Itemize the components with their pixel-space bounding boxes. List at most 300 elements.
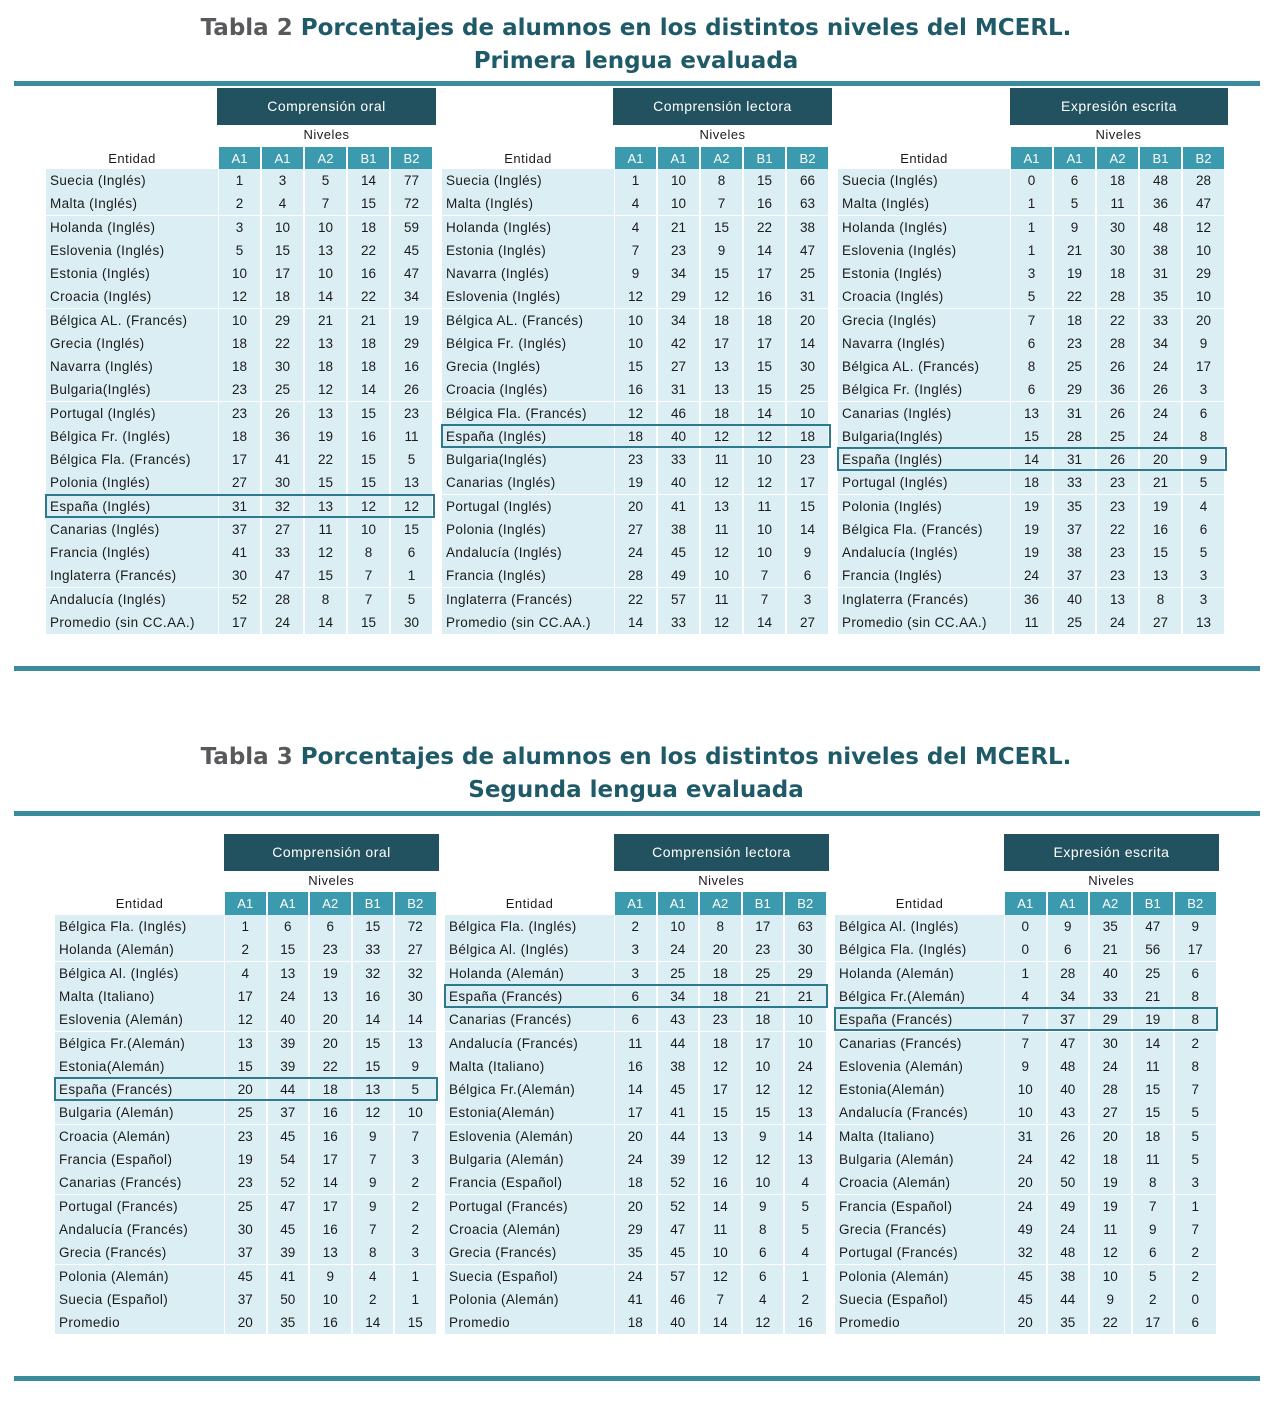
value-cell: 18 — [1133, 1125, 1174, 1148]
value-cell: 7 — [353, 1148, 394, 1171]
expresion-escrita-header: Expresión escrita — [1004, 834, 1219, 871]
value-cell: 72 — [395, 915, 436, 938]
value-cell: 2 — [395, 1218, 436, 1241]
value-cell: 38 — [1140, 239, 1181, 262]
value-cell: 15 — [1133, 1101, 1174, 1124]
entidad-cell: Polonia (Inglés) — [838, 495, 1010, 518]
value-cell: 14 — [615, 611, 656, 634]
value-cell: 50 — [1048, 1171, 1089, 1194]
value-cell: 28 — [1097, 332, 1138, 355]
value-cell: 44 — [658, 1125, 699, 1148]
value-cell: 16 — [310, 1125, 351, 1148]
value-cell: 23 — [1097, 564, 1138, 587]
value-cell: 1 — [1005, 962, 1046, 985]
value-cell: 20 — [225, 1311, 266, 1334]
comprension-lectora-level-a1: A1 — [615, 892, 656, 915]
value-cell: 15 — [1011, 425, 1052, 448]
entidad-cell: Inglaterra (Francés) — [442, 588, 614, 611]
entidad-cell: Bélgica Fla. (Inglés) — [835, 938, 1004, 961]
value-cell: 14 — [787, 332, 828, 355]
value-cell: 22 — [348, 239, 389, 262]
value-cell: 16 — [353, 985, 394, 1008]
value-cell: 4 — [1005, 985, 1046, 1008]
value-cell: 36 — [1140, 192, 1181, 215]
entidad-cell: Navarra (Inglés) — [442, 262, 614, 285]
value-cell: 10 — [744, 448, 785, 471]
value-cell: 24 — [615, 541, 656, 564]
comprension-oral-level-b2: B2 — [391, 147, 432, 170]
value-cell: 10 — [701, 564, 742, 587]
entidad-cell: Canarias (Inglés) — [838, 402, 1010, 425]
value-cell: 22 — [305, 448, 346, 471]
value-cell: 45 — [391, 239, 432, 262]
value-cell: 12 — [305, 378, 346, 401]
value-cell: 7 — [305, 192, 346, 215]
value-cell: 11 — [305, 518, 346, 541]
value-cell: 3 — [395, 1241, 436, 1264]
value-cell: 10 — [305, 216, 346, 239]
value-cell: 15 — [744, 378, 785, 401]
value-cell: 44 — [1048, 1288, 1089, 1311]
value-cell: 10 — [1183, 239, 1224, 262]
value-cell: 48 — [1048, 1241, 1089, 1264]
expresion-escrita-level-b2: B2 — [1183, 147, 1224, 170]
value-cell: 41 — [219, 541, 260, 564]
entidad-cell: Holanda (Inglés) — [46, 216, 218, 239]
value-cell: 8 — [1133, 1171, 1174, 1194]
value-cell: 17 — [225, 985, 266, 1008]
value-cell: 8 — [305, 588, 346, 611]
value-cell: 16 — [744, 192, 785, 215]
entidad-cell: Francia (Español) — [835, 1195, 1004, 1218]
value-cell: 15 — [225, 1055, 266, 1078]
value-cell: 63 — [785, 915, 826, 938]
value-cell: 40 — [658, 471, 699, 494]
value-cell: 24 — [1011, 564, 1052, 587]
value-cell: 25 — [787, 262, 828, 285]
entidad-cell: Bélgica Fr. (Inglés) — [838, 378, 1010, 401]
entidad-cell: Croacia (Alemán) — [835, 1171, 1004, 1194]
value-cell: 10 — [700, 1241, 741, 1264]
entidad-cell: España (Inglés) — [442, 425, 614, 448]
value-cell: 1 — [785, 1265, 826, 1288]
entidad-cell: Polonia (Inglés) — [46, 471, 218, 494]
value-cell: 15 — [615, 355, 656, 378]
value-cell: 39 — [268, 1055, 309, 1078]
entidad-cell: Promedio (sin CC.AA.) — [442, 611, 614, 634]
value-cell: 3 — [219, 216, 260, 239]
value-cell: 54 — [268, 1148, 309, 1171]
value-cell: 25 — [1054, 355, 1095, 378]
value-cell: 14 — [615, 1078, 656, 1101]
value-cell: 6 — [1175, 1311, 1216, 1334]
value-cell: 7 — [1005, 1008, 1046, 1031]
entidad-cell: Eslovenia (Alemán) — [55, 1008, 224, 1031]
value-cell: 11 — [700, 1218, 741, 1241]
value-cell: 3 — [1175, 1171, 1216, 1194]
value-cell: 30 — [1097, 239, 1138, 262]
value-cell: 35 — [1140, 285, 1181, 308]
value-cell: 25 — [743, 962, 784, 985]
expresion-escrita-level-a2: A2 — [1090, 892, 1131, 915]
comprension-oral-niveles-label: Niveles — [303, 127, 350, 142]
value-cell: 4 — [615, 192, 656, 215]
value-cell: 10 — [658, 192, 699, 215]
value-cell: 31 — [1054, 448, 1095, 471]
value-cell: 30 — [787, 355, 828, 378]
value-cell: 15 — [305, 471, 346, 494]
value-cell: 17 — [743, 1032, 784, 1055]
value-cell: 13 — [305, 495, 346, 518]
value-cell: 6 — [615, 1008, 656, 1031]
value-cell: 45 — [1005, 1288, 1046, 1311]
value-cell: 30 — [262, 355, 303, 378]
value-cell: 15 — [348, 192, 389, 215]
value-cell: 57 — [658, 588, 699, 611]
value-cell: 19 — [1133, 1008, 1174, 1031]
value-cell: 7 — [701, 192, 742, 215]
value-cell: 2 — [1175, 1265, 1216, 1288]
value-cell: 8 — [1011, 355, 1052, 378]
value-cell: 30 — [225, 1218, 266, 1241]
value-cell: 10 — [785, 1032, 826, 1055]
value-cell: 19 — [1011, 541, 1052, 564]
value-cell: 25 — [262, 378, 303, 401]
value-cell: 57 — [658, 1265, 699, 1288]
entidad-cell: Bélgica Fr.(Alemán) — [835, 985, 1004, 1008]
entidad-cell: Andalucía (Inglés) — [46, 588, 218, 611]
value-cell: 21 — [348, 309, 389, 332]
value-cell: 11 — [1133, 1148, 1174, 1171]
value-cell: 37 — [219, 518, 260, 541]
entidad-cell: Promedio (sin CC.AA.) — [838, 611, 1010, 634]
comprension-oral-level-b1: B1 — [353, 892, 394, 915]
value-cell: 7 — [744, 588, 785, 611]
value-cell: 10 — [658, 169, 699, 192]
value-cell: 41 — [262, 448, 303, 471]
value-cell: 10 — [310, 1288, 351, 1311]
value-cell: 15 — [268, 938, 309, 961]
value-cell: 2 — [615, 915, 656, 938]
entidad-cell: Navarra (Inglés) — [838, 332, 1010, 355]
value-cell: 33 — [658, 611, 699, 634]
comprension-lectora-level-a2: A2 — [700, 892, 741, 915]
entidad-cell: Bélgica Fr. (Inglés) — [442, 332, 614, 355]
value-cell: 24 — [785, 1055, 826, 1078]
value-cell: 28 — [1048, 962, 1089, 985]
value-cell: 28 — [262, 588, 303, 611]
entidad-cell: Canarias (Francés) — [445, 1008, 614, 1031]
value-cell: 12 — [701, 541, 742, 564]
value-cell: 21 — [305, 309, 346, 332]
value-cell: 28 — [1097, 285, 1138, 308]
value-cell: 5 — [785, 1218, 826, 1241]
value-cell: 59 — [391, 216, 432, 239]
expresion-escrita-level-a1: A1 — [1011, 147, 1052, 170]
value-cell: 14 — [700, 1311, 741, 1334]
value-cell: 12 — [744, 425, 785, 448]
value-cell: 13 — [700, 1125, 741, 1148]
value-cell: 28 — [1183, 169, 1224, 192]
value-cell: 31 — [1005, 1125, 1046, 1148]
value-cell: 8 — [353, 1241, 394, 1264]
value-cell: 27 — [658, 355, 699, 378]
value-cell: 8 — [348, 541, 389, 564]
value-cell: 19 — [1011, 518, 1052, 541]
value-cell: 23 — [225, 1125, 266, 1148]
value-cell: 10 — [395, 1101, 436, 1124]
value-cell: 0 — [1005, 915, 1046, 938]
value-cell: 17 — [787, 471, 828, 494]
entidad-cell: Estonia(Alemán) — [445, 1101, 614, 1124]
value-cell: 5 — [1175, 1148, 1216, 1171]
value-cell: 8 — [1175, 985, 1216, 1008]
value-cell: 18 — [787, 425, 828, 448]
value-cell: 13 — [395, 1032, 436, 1055]
value-cell: 14 — [1011, 448, 1052, 471]
value-cell: 9 — [743, 1195, 784, 1218]
value-cell: 27 — [1140, 611, 1181, 634]
entidad-cell: Portugal (Inglés) — [442, 495, 614, 518]
entidad-cell: Bulgaria (Alemán) — [445, 1148, 614, 1171]
value-cell: 9 — [353, 1195, 394, 1218]
value-cell: 7 — [395, 1125, 436, 1148]
value-cell: 5 — [1183, 541, 1224, 564]
value-cell: 16 — [1140, 518, 1181, 541]
value-cell: 38 — [658, 1055, 699, 1078]
value-cell: 52 — [658, 1171, 699, 1194]
value-cell: 10 — [1005, 1101, 1046, 1124]
value-cell: 12 — [744, 471, 785, 494]
value-cell: 13 — [785, 1148, 826, 1171]
value-cell: 12 — [701, 471, 742, 494]
value-cell: 26 — [391, 378, 432, 401]
value-cell: 16 — [310, 1101, 351, 1124]
value-cell: 8 — [1175, 1008, 1216, 1031]
value-cell: 23 — [700, 1008, 741, 1031]
value-cell: 36 — [262, 425, 303, 448]
value-cell: 14 — [305, 285, 346, 308]
value-cell: 49 — [1005, 1218, 1046, 1241]
value-cell: 19 — [1090, 1171, 1131, 1194]
value-cell: 20 — [615, 1125, 656, 1148]
value-cell: 18 — [1097, 262, 1138, 285]
value-cell: 11 — [615, 1032, 656, 1055]
entidad-cell: Malta (Italiano) — [55, 985, 224, 1008]
value-cell: 23 — [1097, 495, 1138, 518]
value-cell: 28 — [1090, 1078, 1131, 1101]
entidad-cell: Bélgica Fla. (Inglés) — [55, 915, 224, 938]
value-cell: 2 — [225, 938, 266, 961]
entidad-cell: Holanda (Alemán) — [835, 962, 1004, 985]
value-cell: 41 — [658, 495, 699, 518]
value-cell: 32 — [262, 495, 303, 518]
expresion-escrita-niveles-label: Niveles — [1095, 127, 1142, 142]
value-cell: 15 — [262, 239, 303, 262]
value-cell: 3 — [1183, 564, 1224, 587]
value-cell: 40 — [1090, 962, 1131, 985]
value-cell: 15 — [744, 355, 785, 378]
value-cell: 35 — [1090, 915, 1131, 938]
value-cell: 2 — [1175, 1032, 1216, 1055]
value-cell: 14 — [353, 1008, 394, 1031]
value-cell: 17 — [219, 611, 260, 634]
value-cell: 12 — [615, 402, 656, 425]
value-cell: 31 — [219, 495, 260, 518]
value-cell: 11 — [1097, 192, 1138, 215]
value-cell: 24 — [1005, 1195, 1046, 1218]
entidad-cell: Suecia (Inglés) — [838, 169, 1010, 192]
comprension-lectora-level-a2: A2 — [701, 147, 742, 170]
value-cell: 14 — [700, 1195, 741, 1218]
entidad-cell: Estonia (Inglés) — [46, 262, 218, 285]
value-cell: 20 — [310, 1008, 351, 1031]
value-cell: 14 — [348, 378, 389, 401]
value-cell: 24 — [1005, 1148, 1046, 1171]
value-cell: 21 — [1140, 471, 1181, 494]
value-cell: 33 — [1090, 985, 1131, 1008]
entidad-cell: Malta (Italiano) — [445, 1055, 614, 1078]
value-cell: 1 — [219, 169, 260, 192]
value-cell: 52 — [658, 1195, 699, 1218]
value-cell: 19 — [225, 1148, 266, 1171]
value-cell: 22 — [615, 588, 656, 611]
value-cell: 0 — [1175, 1288, 1216, 1311]
value-cell: 13 — [701, 378, 742, 401]
value-cell: 12 — [615, 285, 656, 308]
value-cell: 15 — [348, 471, 389, 494]
value-cell: 27 — [395, 938, 436, 961]
value-cell: 24 — [615, 1265, 656, 1288]
value-cell: 23 — [219, 378, 260, 401]
entidad-cell: Suecia (Español) — [835, 1288, 1004, 1311]
value-cell: 7 — [1011, 309, 1052, 332]
value-cell: 23 — [615, 448, 656, 471]
value-cell: 50 — [268, 1288, 309, 1311]
value-cell: 43 — [658, 1008, 699, 1031]
value-cell: 72 — [391, 192, 432, 215]
value-cell: 16 — [615, 1055, 656, 1078]
value-cell: 8 — [1140, 588, 1181, 611]
comprension-lectora-level-a1: A1 — [658, 147, 699, 170]
value-cell: 13 — [225, 1032, 266, 1055]
comprension-oral-level-b2: B2 — [395, 892, 436, 915]
value-cell: 23 — [743, 938, 784, 961]
value-cell: 10 — [615, 332, 656, 355]
value-cell: 0 — [1005, 938, 1046, 961]
value-cell: 25 — [658, 962, 699, 985]
value-cell: 6 — [1183, 518, 1224, 541]
value-cell: 20 — [310, 1032, 351, 1055]
entidad-cell: Canarias (Inglés) — [46, 518, 218, 541]
value-cell: 42 — [658, 332, 699, 355]
entidad-cell: Promedio — [55, 1311, 224, 1334]
value-cell: 11 — [701, 518, 742, 541]
value-cell: 12 — [305, 541, 346, 564]
value-cell: 14 — [348, 169, 389, 192]
value-cell: 43 — [1048, 1101, 1089, 1124]
comprension-oral-entidad-label: Entidad — [108, 151, 156, 166]
value-cell: 33 — [353, 938, 394, 961]
value-cell: 17 — [701, 332, 742, 355]
value-cell: 14 — [395, 1008, 436, 1031]
value-cell: 2 — [353, 1288, 394, 1311]
value-cell: 3 — [1011, 262, 1052, 285]
value-cell: 18 — [701, 402, 742, 425]
value-cell: 11 — [701, 448, 742, 471]
entidad-cell: Portugal (Francés) — [445, 1195, 614, 1218]
value-cell: 46 — [658, 1288, 699, 1311]
value-cell: 14 — [744, 402, 785, 425]
value-cell: 12 — [353, 1101, 394, 1124]
value-cell: 2 — [395, 1171, 436, 1194]
value-cell: 41 — [615, 1288, 656, 1311]
value-cell: 20 — [787, 309, 828, 332]
value-cell: 18 — [310, 1078, 351, 1101]
value-cell: 3 — [1183, 588, 1224, 611]
value-cell: 9 — [615, 262, 656, 285]
value-cell: 35 — [1048, 1311, 1089, 1334]
entidad-cell: Promedio — [445, 1311, 614, 1334]
value-cell: 13 — [305, 332, 346, 355]
value-cell: 31 — [1054, 402, 1095, 425]
value-cell: 17 — [615, 1101, 656, 1124]
value-cell: 15 — [348, 448, 389, 471]
expresion-escrita-level-a2: A2 — [1097, 147, 1138, 170]
entidad-cell: Polonia (Alemán) — [835, 1265, 1004, 1288]
entidad-cell: Promedio (sin CC.AA.) — [46, 611, 218, 634]
value-cell: 10 — [744, 541, 785, 564]
value-cell: 27 — [615, 518, 656, 541]
value-cell: 47 — [1133, 915, 1174, 938]
value-cell: 3 — [615, 962, 656, 985]
value-cell: 26 — [1097, 448, 1138, 471]
value-cell: 17 — [1183, 355, 1224, 378]
value-cell: 21 — [658, 216, 699, 239]
value-cell: 9 — [1133, 1218, 1174, 1241]
value-cell: 24 — [1090, 1055, 1131, 1078]
value-cell: 12 — [700, 1055, 741, 1078]
value-cell: 15 — [305, 564, 346, 587]
value-cell: 15 — [353, 1032, 394, 1055]
value-cell: 2 — [785, 1288, 826, 1311]
comprension-lectora-entidad-label: Entidad — [505, 896, 554, 911]
value-cell: 15 — [744, 169, 785, 192]
value-cell: 36 — [1011, 588, 1052, 611]
value-cell: 38 — [1054, 541, 1095, 564]
value-cell: 49 — [1048, 1195, 1089, 1218]
value-cell: 18 — [615, 1311, 656, 1334]
value-cell: 39 — [658, 1148, 699, 1171]
tabla2-title — [0, 12, 1272, 78]
value-cell: 10 — [744, 518, 785, 541]
entidad-cell: Bélgica Fr. (Inglés) — [46, 425, 218, 448]
value-cell: 29 — [1183, 262, 1224, 285]
value-cell: 26 — [1048, 1125, 1089, 1148]
value-cell: 16 — [348, 262, 389, 285]
entidad-cell: España (Inglés) — [838, 448, 1010, 471]
entidad-cell: Andalucía (Francés) — [445, 1032, 614, 1055]
entidad-cell: Portugal (Inglés) — [838, 471, 1010, 494]
value-cell: 5 — [1175, 1101, 1216, 1124]
value-cell: 13 — [1183, 611, 1224, 634]
value-cell: 18 — [744, 309, 785, 332]
value-cell: 37 — [1048, 1008, 1089, 1031]
entidad-cell: Canarias (Francés) — [55, 1171, 224, 1194]
value-cell: 14 — [353, 1311, 394, 1334]
value-cell: 18 — [1097, 169, 1138, 192]
comprension-oral-entidad-label: Entidad — [115, 896, 164, 911]
